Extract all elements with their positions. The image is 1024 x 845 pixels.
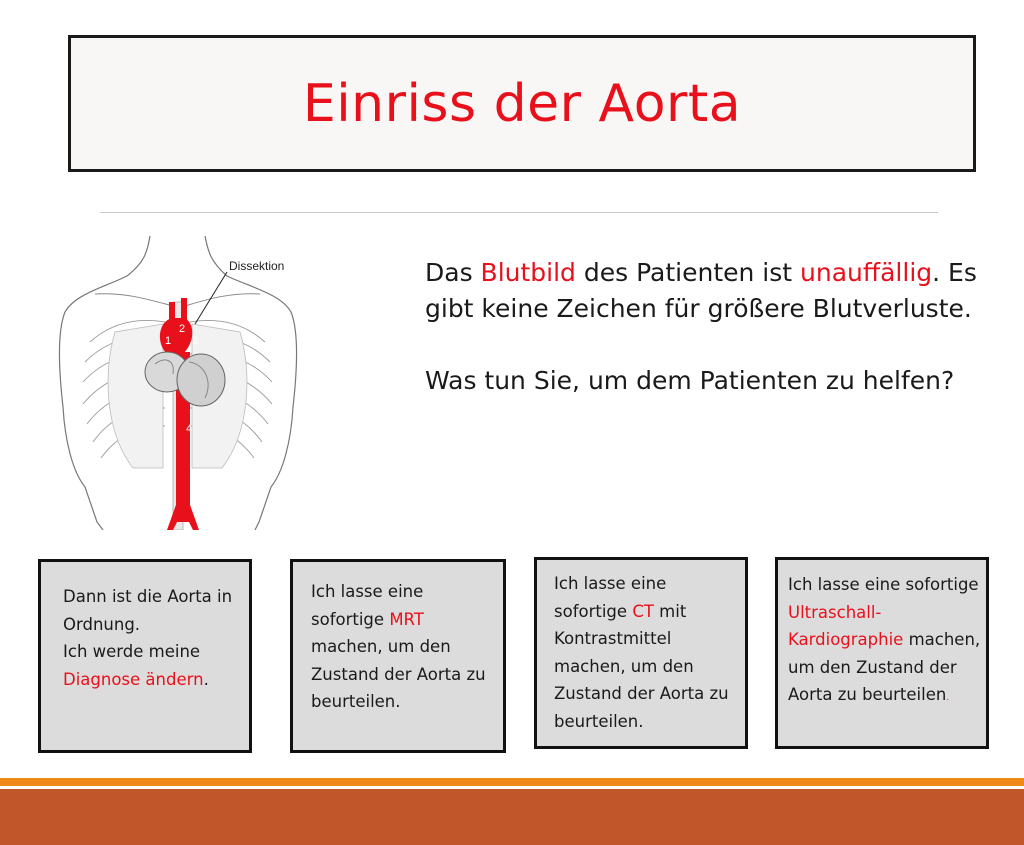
footer-accent-line (0, 778, 1024, 786)
aorta-illustration (55, 232, 300, 530)
answer-option-4[interactable]: Ich lasse eine sofortige Ultraschall-Kardiographie machen, um den Zustand der Aorta zu beurteilen. (775, 557, 989, 749)
number-3: 3 (192, 335, 199, 347)
page-title: Einriss der Aorta (302, 73, 742, 134)
footer-bar (0, 789, 1024, 845)
question-paragraph-1: Das Blutbild des Patienten ist unauffällig. Es gibt keine Zeichen für größere Blutverluste. (425, 258, 977, 323)
number-1: 1 (165, 335, 172, 347)
dissektion-label: Dissektion (229, 259, 285, 273)
number-2: 2 (179, 323, 186, 335)
question-text (425, 255, 985, 399)
answer-option-1[interactable]: Dann ist die Aorta in Ordnung. Ich werde meine Diagnose ändern. (38, 559, 252, 753)
divider (100, 212, 938, 213)
answer-option-2[interactable]: Ich lasse eine sofortige MRT machen, um den Zustand der Aorta zu beurteilen. (290, 559, 506, 753)
number-4: 4 (186, 423, 193, 435)
title-box (68, 35, 976, 172)
question-paragraph-2: Was tun Sie, um dem Patienten zu helfen? (425, 366, 955, 395)
answer-option-3[interactable]: Ich lasse eine sofortige CT mit Kontrastmittel machen, um den Zustand der Aorta zu beurteilen. (534, 557, 748, 749)
